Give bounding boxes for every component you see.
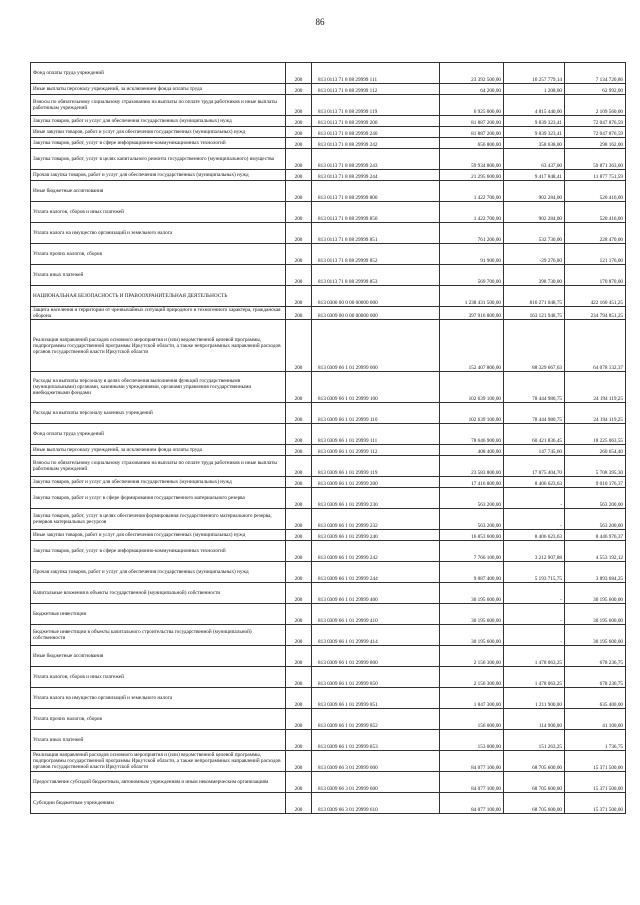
row-plan-cell: 656 800,00 [440, 138, 504, 149]
row-code-cell: 200 [286, 127, 312, 138]
row-code-cell: 200 [286, 307, 312, 320]
row-kbk-cell: 813 0309 66 1 01 29999 853 [312, 730, 440, 751]
row-rest-cell: 72 047 876,59 [565, 116, 626, 127]
row-rest-cell: 170 870,00 [565, 265, 626, 286]
table-row [31, 149, 626, 170]
table-row [31, 488, 626, 509]
row-rest-cell: 563 200,00 [565, 509, 626, 530]
row-plan-cell: 102 639 100,00 [440, 372, 504, 403]
budget-execution-table [30, 62, 626, 814]
row-kbk-cell: 813 0309 66 1 01 29999 232 [312, 509, 440, 530]
row-fact-cell: 5 193 715,75 [504, 562, 565, 583]
row-fact-cell: 88 329 667,63 [504, 320, 565, 372]
row-rest-cell: 520 416,00 [565, 202, 626, 223]
row-code-cell: 200 [286, 456, 312, 477]
row-fact-cell: 1 478 063,25 [504, 667, 565, 688]
row-fact-cell: 4 815 440,00 [504, 95, 565, 116]
table-row [31, 709, 626, 730]
row-code-cell: 200 [286, 138, 312, 149]
row-kbk-cell: 813 0309 66 1 01 29999 100 [312, 372, 440, 403]
row-fact-cell: 1 211 900,00 [504, 688, 565, 709]
row-fact-cell: 1 478 063,25 [504, 646, 565, 667]
row-kbk-cell: 813 0309 66 1 01 29999 850 [312, 667, 440, 688]
row-plan-cell: 2 156 300,00 [440, 646, 504, 667]
row-code-cell: 200 [286, 170, 312, 181]
row-fact-cell: 114 900,00 [504, 709, 565, 730]
row-kbk-cell: 813 0309 66 3 01 29999 000 [312, 751, 440, 772]
row-code-cell: 200 [286, 286, 312, 307]
row-name-cell: НАЦИОНАЛЬНАЯ БЕЗОПАСНОСТЬ И ПРАВООХРАНИТЕЛЬНАЯ ДЕЯТЕЛЬНОСТЬ [31, 286, 286, 307]
row-plan-cell: 84 077 100,00 [440, 772, 504, 793]
row-code-cell: 200 [286, 772, 312, 793]
row-plan-cell: 397 916 800,00 [440, 307, 504, 320]
page-number: 86 [315, 17, 325, 27]
row-kbk-cell: 813 0300 00 0 00 00000 000 [312, 286, 440, 307]
row-code-cell: 200 [286, 202, 312, 223]
row-code-cell: 200 [286, 751, 312, 772]
row-fact-cell: 68 705 600,00 [504, 751, 565, 772]
row-name-cell: Фонд оплаты труда учреждений [31, 63, 286, 84]
row-plan-cell: 102 639 100,00 [440, 403, 504, 424]
table-row [31, 445, 626, 456]
row-fact-cell: - [504, 488, 565, 509]
row-code-cell: 200 [286, 223, 312, 244]
row-kbk-cell: 813 0113 71 8 08 29999 112 [312, 84, 440, 95]
table-row [31, 424, 626, 445]
table-row [31, 530, 626, 541]
row-code-cell: 200 [286, 709, 312, 730]
row-kbk-cell: 813 0309 66 1 01 29999 410 [312, 604, 440, 625]
row-fact-cell: 16 257 779,14 [504, 63, 565, 84]
row-code-cell: 200 [286, 84, 312, 95]
row-kbk-cell: 813 0113 71 8 08 29999 243 [312, 149, 440, 170]
row-rest-cell: 30 195 600,00 [565, 604, 626, 625]
row-fact-cell: 17 875 404,70 [504, 456, 565, 477]
row-code-cell: 200 [286, 604, 312, 625]
row-code-cell: 200 [286, 646, 312, 667]
row-plan-cell: 23 392 500,00 [440, 63, 504, 84]
row-fact-cell: 68 705 600,00 [504, 793, 565, 814]
row-rest-cell: 41 100,00 [565, 709, 626, 730]
row-name-cell: Расходы на выплаты персоналу в целях обеспечения выполнения функций государственными (муниципальными) органами, казенными учреждениями, органами управления государственными внебюджетными фондами [31, 372, 286, 403]
row-name-cell: Иные выплаты персоналу учреждений, за исключением фонда оплаты труда [31, 445, 286, 456]
row-name-cell: Уплата налогов, сборов и иных платежей [31, 667, 286, 688]
row-kbk-cell: 813 0113 71 8 08 29999 111 [312, 63, 440, 84]
row-kbk-cell: 813 0309 66 1 01 29999 111 [312, 424, 440, 445]
row-fact-cell: 3 212 907,88 [504, 541, 565, 562]
table-row [31, 509, 626, 530]
row-code-cell: 200 [286, 730, 312, 751]
table-row [31, 751, 626, 772]
table-row [31, 772, 626, 793]
row-rest-cell: 24 194 119,25 [565, 372, 626, 403]
table-row [31, 286, 626, 307]
table-row [31, 562, 626, 583]
row-rest-cell: 15 371 500,00 [565, 751, 626, 772]
row-plan-cell: 563 200,00 [440, 488, 504, 509]
row-plan-cell: 1 847 300,00 [440, 688, 504, 709]
row-name-cell: Уплата налога на имущество организаций и земельного налога [31, 688, 286, 709]
row-plan-cell: 23 583 800,00 [440, 456, 504, 477]
row-fact-cell: -29 276,00 [504, 244, 565, 265]
row-plan-cell: 91 900,00 [440, 244, 504, 265]
row-kbk-cell: 813 0309 66 1 01 29999 000 [312, 320, 440, 372]
row-plan-cell: 84 077 100,00 [440, 751, 504, 772]
row-name-cell: Реализация направлений расходов основного мероприятия и (или) ведомственной целевой программы, подпрограммы государственной программы Иркутской области, а также непрограммных направлений расходов органов государственной власти Иркутской области [31, 320, 286, 372]
row-kbk-cell: 813 0309 66 1 01 29999 852 [312, 709, 440, 730]
row-name-cell: Взносы по обязательному социальному страхованию на выплаты по оплате труда работников и иные выплаты работникам учреждений [31, 456, 286, 477]
row-rest-cell: 9 010 176,37 [565, 477, 626, 488]
table-row [31, 127, 626, 138]
row-name-cell: Предоставление субсидий бюджетным, автономным учреждениям и иным некоммерческим организациям [31, 772, 286, 793]
row-name-cell: Защита населения и территории от чрезвычайных ситуаций природного и техногенного характера, гражданская оборона [31, 307, 286, 320]
row-fact-cell: 60 421 836,45 [504, 424, 565, 445]
row-name-cell: Прочая закупка товаров, работ и услуг для обеспечения государственных (муниципальных) нужд [31, 170, 286, 181]
row-plan-cell: 761 200,00 [440, 223, 504, 244]
row-kbk-cell: 813 0309 66 1 01 29999 414 [312, 625, 440, 646]
row-rest-cell: 234 794 851,25 [565, 307, 626, 320]
row-kbk-cell: 813 0113 71 8 08 29999 853 [312, 265, 440, 286]
row-fact-cell: - [504, 604, 565, 625]
table-row [31, 63, 626, 84]
row-plan-cell: 17 416 800,00 [440, 477, 504, 488]
row-code-cell: 200 [286, 116, 312, 127]
row-name-cell: Уплата прочих налогов, сборов [31, 244, 286, 265]
row-plan-cell: 1 422 700,00 [440, 202, 504, 223]
row-code-cell: 200 [286, 667, 312, 688]
table-row [31, 84, 626, 95]
row-rest-cell: 18 225 063,55 [565, 424, 626, 445]
row-name-cell: Фонд оплаты труда учреждений [31, 424, 286, 445]
table-row [31, 116, 626, 127]
row-code-cell: 200 [286, 488, 312, 509]
row-fact-cell: 902 284,00 [504, 202, 565, 223]
row-code-cell: 200 [286, 530, 312, 541]
row-code-cell: 200 [286, 372, 312, 403]
row-name-cell: Капитальные вложения в объекты государственной (муниципальной) собственности [31, 583, 286, 604]
row-rest-cell: 24 194 119,25 [565, 403, 626, 424]
row-code-cell: 200 [286, 63, 312, 84]
row-rest-cell: 8 446 976,37 [565, 530, 626, 541]
table-row [31, 688, 626, 709]
row-plan-cell: 156 000,00 [440, 709, 504, 730]
row-plan-cell: 84 077 100,00 [440, 793, 504, 814]
row-kbk-cell: 813 0309 66 1 01 29999 800 [312, 646, 440, 667]
row-kbk-cell: 813 0309 66 3 01 29999 610 [312, 793, 440, 814]
row-rest-cell: 1 736,75 [565, 730, 626, 751]
row-kbk-cell: 813 0113 71 8 08 29999 242 [312, 138, 440, 149]
row-name-cell: Уплата налога на имущество организаций и земельного налога [31, 223, 286, 244]
table-row [31, 181, 626, 202]
row-rest-cell: 72 047 876,59 [565, 127, 626, 138]
row-rest-cell: 30 195 600,00 [565, 625, 626, 646]
row-name-cell: Субсидии бюджетным учреждениям [31, 793, 286, 814]
row-kbk-cell: 813 0113 71 8 08 29999 852 [312, 244, 440, 265]
table-row [31, 265, 626, 286]
row-name-cell: Уплата прочих налогов, сборов [31, 709, 286, 730]
row-kbk-cell: 813 0113 71 8 08 29999 800 [312, 181, 440, 202]
row-kbk-cell: 813 0113 71 8 08 29999 240 [312, 127, 440, 138]
table-row [31, 646, 626, 667]
row-name-cell: Реализация направлений расходов основного мероприятия и (или) ведомственной целевой программы, подпрограммы государственной программы Иркутской области, а также непрограммных направлений расходов органов государственной власти Иркутской области [31, 751, 286, 772]
row-fact-cell: - [504, 583, 565, 604]
row-code-cell: 200 [286, 403, 312, 424]
row-kbk-cell: 813 0309 66 1 01 29999 230 [312, 488, 440, 509]
row-rest-cell: 121 176,00 [565, 244, 626, 265]
row-plan-cell: 30 195 600,00 [440, 625, 504, 646]
row-plan-cell: 30 195 600,00 [440, 583, 504, 604]
row-rest-cell: 7 134 720,86 [565, 63, 626, 84]
row-name-cell: Закупка товаров, работ, услуг в целях капитального ремонта государственного (муниципального) имущества [31, 149, 286, 170]
row-kbk-cell: 813 0309 66 1 01 29999 244 [312, 562, 440, 583]
row-fact-cell: 147 745,60 [504, 445, 565, 456]
row-rest-cell: 15 371 500,00 [565, 772, 626, 793]
row-kbk-cell: 813 0309 66 1 01 29999 119 [312, 456, 440, 477]
row-fact-cell: 8 406 623,63 [504, 530, 565, 541]
row-plan-cell: 1 422 700,00 [440, 181, 504, 202]
row-name-cell: Иные закупки товаров, работ и услуг для обеспечения государственных (муниципальных) нужд [31, 530, 286, 541]
row-rest-cell: 2 109 560,00 [565, 95, 626, 116]
row-fact-cell: 63 437,00 [504, 149, 565, 170]
row-name-cell: Закупка товаров, работ, услуг в сфере информационно-коммуникационных технологий [31, 138, 286, 149]
table-row [31, 202, 626, 223]
row-code-cell: 200 [286, 562, 312, 583]
row-plan-cell: 21 295 600,00 [440, 170, 504, 181]
table-row [31, 138, 626, 149]
row-code-cell: 200 [286, 244, 312, 265]
row-rest-cell: 3 893 684,25 [565, 562, 626, 583]
row-kbk-cell: 813 0309 00 0 00 00000 000 [312, 307, 440, 320]
row-plan-cell: 81 887 200,00 [440, 127, 504, 138]
row-code-cell: 200 [286, 583, 312, 604]
row-rest-cell: 260 654,40 [565, 445, 626, 456]
row-fact-cell: 9 839 323,41 [504, 116, 565, 127]
row-fact-cell: 532 730,00 [504, 223, 565, 244]
row-name-cell: Иные закупки товаров, работ и услуг для обеспечения государственных (муниципальных) нужд [31, 127, 286, 138]
table-row [31, 95, 626, 116]
table-row [31, 583, 626, 604]
row-plan-cell: 30 195 600,00 [440, 604, 504, 625]
row-code-cell: 200 [286, 509, 312, 530]
row-rest-cell: 520 416,00 [565, 181, 626, 202]
row-code-cell: 200 [286, 445, 312, 456]
row-fact-cell: - [504, 625, 565, 646]
row-name-cell: Бюджетные инвестиции в объекты капитального строительства государственной (муниципальной) собственности [31, 625, 286, 646]
row-plan-cell: 81 887 200,00 [440, 116, 504, 127]
row-kbk-cell: 813 0309 66 1 01 29999 112 [312, 445, 440, 456]
row-fact-cell: 1 208,00 [504, 84, 565, 95]
table-row [31, 244, 626, 265]
row-fact-cell: 358 638,00 [504, 138, 565, 149]
table-row [31, 667, 626, 688]
row-kbk-cell: 813 0309 66 1 01 29999 240 [312, 530, 440, 541]
row-rest-cell: 4 553 192,12 [565, 541, 626, 562]
row-plan-cell: 78 646 900,00 [440, 424, 504, 445]
row-plan-cell: 152 407 800,00 [440, 320, 504, 372]
row-plan-cell: 7 766 100,00 [440, 541, 504, 562]
row-name-cell: Уплата иных платежей [31, 730, 286, 751]
table-row [31, 793, 626, 814]
row-rest-cell: 635 400,00 [565, 688, 626, 709]
row-kbk-cell: 813 0113 71 8 08 29999 850 [312, 202, 440, 223]
row-rest-cell: 228 470,00 [565, 223, 626, 244]
table-row [31, 223, 626, 244]
row-rest-cell: 678 236,75 [565, 667, 626, 688]
row-code-cell: 200 [286, 541, 312, 562]
row-rest-cell: 30 195 600,00 [565, 583, 626, 604]
row-code-cell: 200 [286, 181, 312, 202]
row-rest-cell: 678 236,75 [565, 646, 626, 667]
table-row [31, 625, 626, 646]
row-plan-cell: 569 700,00 [440, 265, 504, 286]
row-plan-cell: 59 934 800,00 [440, 149, 504, 170]
row-name-cell: Расходы на выплаты персоналу казенных учреждений [31, 403, 286, 424]
row-kbk-cell: 813 0309 66 1 01 29999 110 [312, 403, 440, 424]
row-kbk-cell: 813 0309 66 3 01 29999 600 [312, 772, 440, 793]
row-code-cell: 200 [286, 424, 312, 445]
row-rest-cell: 11 877 751,59 [565, 170, 626, 181]
table-row [31, 541, 626, 562]
table-row [31, 403, 626, 424]
row-fact-cell: - [504, 509, 565, 530]
table-row [31, 307, 626, 320]
row-kbk-cell: 813 0113 71 8 08 29999 200 [312, 116, 440, 127]
row-kbk-cell: 813 0309 66 1 01 29999 851 [312, 688, 440, 709]
row-code-cell: 200 [286, 793, 312, 814]
row-fact-cell: 68 705 600,00 [504, 772, 565, 793]
row-fact-cell: 78 444 980,75 [504, 372, 565, 403]
row-kbk-cell: 813 0309 66 1 01 29999 242 [312, 541, 440, 562]
row-rest-cell: 62 992,00 [565, 84, 626, 95]
row-name-cell: Взносы по обязательному социальному страхованию на выплаты по оплате труда работников и иные выплаты работникам учреждений [31, 95, 286, 116]
row-fact-cell: 8 406 623,63 [504, 477, 565, 488]
table-row [31, 456, 626, 477]
row-plan-cell: 153 000,00 [440, 730, 504, 751]
row-name-cell: Бюджетные инвестиции [31, 604, 286, 625]
row-fact-cell: 398 730,00 [504, 265, 565, 286]
row-plan-cell: 2 156 300,00 [440, 667, 504, 688]
row-name-cell: Закупка товаров, работ и услуг для обеспечения государственных (муниципальных) нужд [31, 116, 286, 127]
row-kbk-cell: 813 0113 71 8 08 29999 851 [312, 223, 440, 244]
row-kbk-cell: 813 0113 71 8 08 29999 244 [312, 170, 440, 181]
row-name-cell: Иные выплаты персоналу учреждений, за исключением фонда оплаты труда [31, 84, 286, 95]
row-rest-cell: 15 371 500,00 [565, 793, 626, 814]
row-kbk-cell: 813 0309 66 1 01 29999 400 [312, 583, 440, 604]
row-plan-cell: 9 087 400,00 [440, 562, 504, 583]
row-rest-cell: 64 078 132,37 [565, 320, 626, 372]
row-code-cell: 200 [286, 149, 312, 170]
row-kbk-cell: 813 0309 66 1 01 29999 200 [312, 477, 440, 488]
table-row [31, 372, 626, 403]
row-fact-cell: 78 444 980,75 [504, 403, 565, 424]
row-rest-cell: 5 708 395,30 [565, 456, 626, 477]
table-row [31, 604, 626, 625]
row-name-cell: Иные бюджетные ассигнования [31, 646, 286, 667]
row-name-cell: Уплата иных платежей [31, 265, 286, 286]
row-code-cell: 200 [286, 320, 312, 372]
row-fact-cell: 816 271 048,75 [504, 286, 565, 307]
row-plan-cell: 408 400,00 [440, 445, 504, 456]
row-fact-cell: 163 121 948,75 [504, 307, 565, 320]
row-plan-cell: 1 238 431 500,00 [440, 286, 504, 307]
row-rest-cell: 59 871 363,00 [565, 149, 626, 170]
row-code-cell: 200 [286, 265, 312, 286]
row-name-cell: Прочая закупка товаров, работ и услуг для обеспечения государственных (муниципальных) нужд [31, 562, 286, 583]
table-body [31, 63, 626, 814]
table-row [31, 320, 626, 372]
row-fact-cell: 902 284,00 [504, 181, 565, 202]
row-plan-cell: 563 200,00 [440, 509, 504, 530]
row-fact-cell: 151 263,25 [504, 730, 565, 751]
row-code-cell: 200 [286, 477, 312, 488]
row-name-cell: Иные бюджетные ассигнования [31, 181, 286, 202]
row-name-cell: Уплата налогов, сборов и иных платежей [31, 202, 286, 223]
row-code-cell: 200 [286, 95, 312, 116]
row-plan-cell: 6 925 000,00 [440, 95, 504, 116]
row-name-cell: Закупка товаров, работ и услуг в сфере формирования государственного материального резерва [31, 488, 286, 509]
row-rest-cell: 422 160 451,25 [565, 286, 626, 307]
row-code-cell: 200 [286, 625, 312, 646]
row-fact-cell: 9 839 323,41 [504, 127, 565, 138]
row-plan-cell: 64 200,00 [440, 84, 504, 95]
table-row [31, 730, 626, 751]
table-row [31, 170, 626, 181]
row-name-cell: Закупка товаров, работ, услуг в сфере информационно-коммуникационных технологий [31, 541, 286, 562]
row-kbk-cell: 813 0113 71 8 08 29999 119 [312, 95, 440, 116]
row-name-cell: Закупка товаров, работ и услуг для обеспечения государственных (муниципальных) нужд [31, 477, 286, 488]
row-fact-cell: 9 417 848,41 [504, 170, 565, 181]
table-row [31, 477, 626, 488]
row-code-cell: 200 [286, 688, 312, 709]
row-rest-cell: 298 162,00 [565, 138, 626, 149]
row-plan-cell: 16 853 600,00 [440, 530, 504, 541]
row-rest-cell: 563 200,00 [565, 488, 626, 509]
row-name-cell: Закупка товаров, работ, услуг в целях обеспечения формирования государственного материального резерва, резервов материальных ресурсов [31, 509, 286, 530]
